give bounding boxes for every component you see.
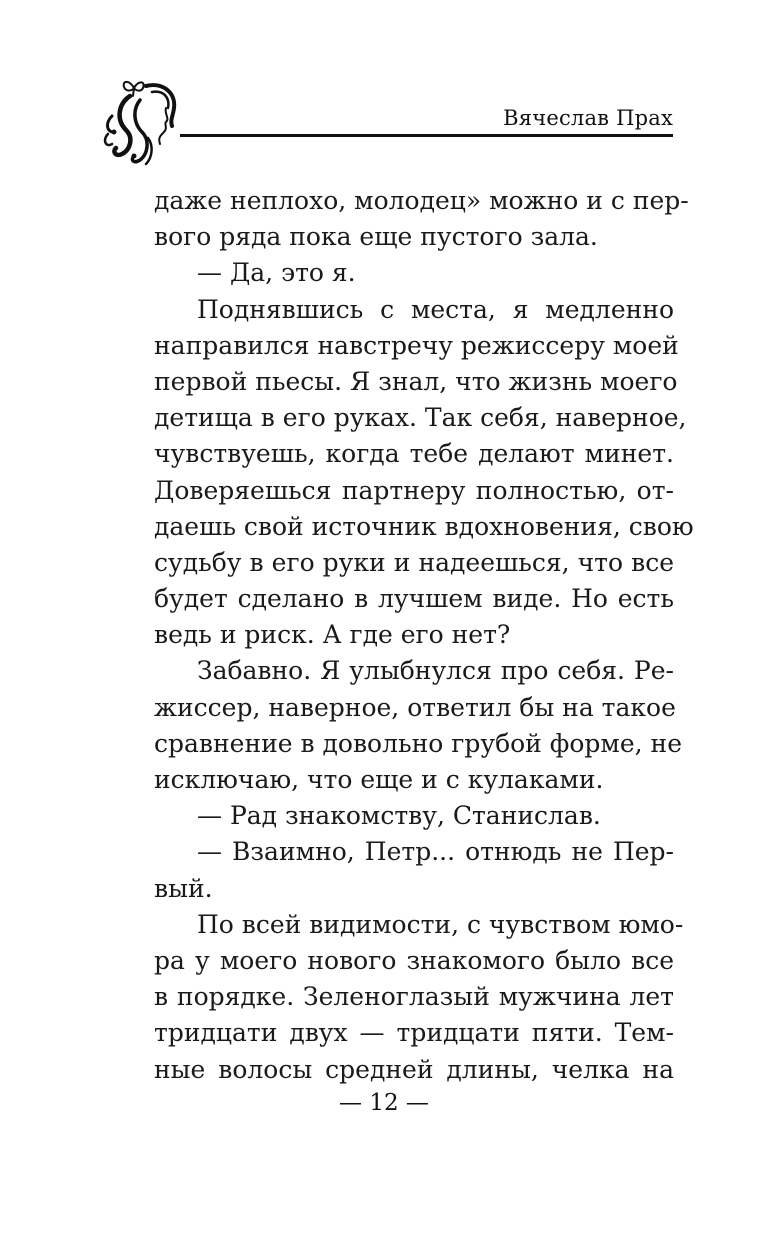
woman-silhouette-logo-icon [100,74,188,170]
text-line: ведь и риск. А где его нет? [154,620,511,650]
text-line: даешь свой источник вдохновения, свою [154,511,694,541]
text-line: чувствуешь, когда тебе делают минет. [154,439,674,469]
text-line: вый. [154,873,213,903]
text-line: жиссер, наверное, ответил бы на такое [154,692,676,722]
text-line: ные волосы средней длины, челка на [154,1054,674,1084]
text-line: — Взаимно, Петр... отнюдь не Пер- [197,837,674,867]
text-line: тридцати двух — тридцати пяти. Тем- [154,1018,674,1048]
text-line: — Рад знакомству, Станислав. [197,801,601,831]
text-line: в порядке. Зеленоглазый мужчина лет [154,982,674,1012]
text-line: — Да, это я. [197,258,356,288]
text-line: судьбу в его руки и надеешься, что все [154,547,674,577]
text-line: будет сделано в лучшем виде. Но есть [154,584,674,614]
text-line: даже неплохо, молодец» можно и с пер- [154,186,689,215]
text-line: исключаю, что еще и с кулаками. [154,765,604,794]
text-line: Забавно. Я улыбнулся про себя. Ре- [197,656,674,686]
text-line: Доверяешься партнеру полностью, от- [154,475,674,505]
text-line: Поднявшись с места, я медленно [197,294,674,324]
text-line: По всей видимости, с чувством юмо- [197,909,684,939]
body-text [154,183,694,1088]
running-head-author: Вячеслав Прах [503,106,673,130]
page-number: — 12 — [339,1090,429,1116]
text-line: ра у моего нового знакомого было все [154,945,674,975]
header-rule [180,134,673,137]
text-line: сравнение в довольно грубой форме, не [154,728,682,758]
text-line: первой пьесы. Я знал, что жизнь моего [154,366,678,396]
text-line: вого ряда пока еще пустого зала. [154,222,598,252]
text-line: детища в его руках. Так себя, наверное, [154,403,687,433]
text-line: направился навстречу режиссеру моей [154,330,679,360]
